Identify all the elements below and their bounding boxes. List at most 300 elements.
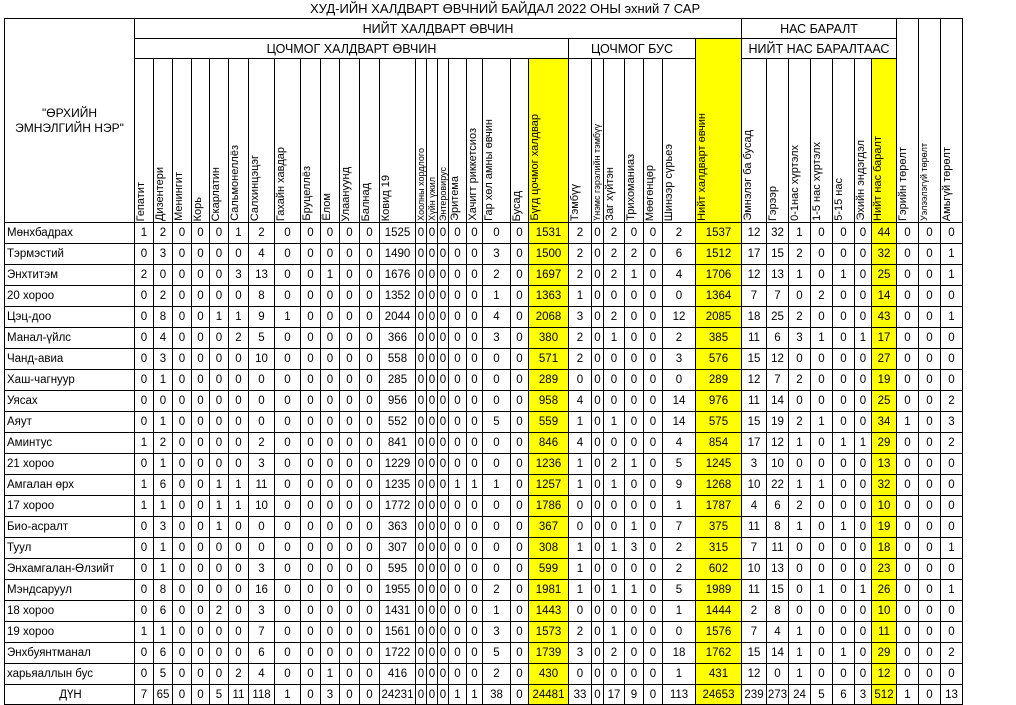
cell: 0 xyxy=(340,223,360,244)
cell: 0 xyxy=(135,391,154,412)
col-header-31: 1-5 нас хүртэлх xyxy=(811,59,833,223)
cell: 1 xyxy=(154,559,173,580)
cell: 0 xyxy=(192,454,210,475)
cell: 0 xyxy=(135,664,154,685)
cell: 0 xyxy=(467,286,483,307)
cell: 0 xyxy=(210,412,229,433)
cell: 956 xyxy=(380,391,416,412)
cell: 0 xyxy=(301,538,321,559)
cell: 0 xyxy=(301,559,321,580)
cell: 0 xyxy=(897,517,919,538)
cell: 0 xyxy=(941,370,963,391)
cell: 0 xyxy=(511,622,529,643)
cell: 17 xyxy=(742,244,767,265)
cell: 0 xyxy=(592,412,604,433)
cell: 0 xyxy=(360,412,380,433)
cell: 44 xyxy=(872,223,897,244)
cell: 0 xyxy=(173,685,192,705)
cell: 0 xyxy=(789,559,811,580)
cell: 0 xyxy=(483,391,511,412)
cell: 380 xyxy=(529,328,569,349)
cell: 33 xyxy=(569,685,592,705)
cell: 7 xyxy=(742,286,767,307)
cell: 1431 xyxy=(380,601,416,622)
table-row xyxy=(5,328,963,349)
cell: 1722 xyxy=(380,643,416,664)
cell: 2 xyxy=(663,223,696,244)
cell: 0 xyxy=(192,265,210,286)
cell: 0 xyxy=(919,265,941,286)
cell: 0 xyxy=(467,328,483,349)
cell: 0 xyxy=(941,517,963,538)
cell: 3 xyxy=(483,622,511,643)
cell: 0 xyxy=(321,559,340,580)
cell: 385 xyxy=(696,328,742,349)
col-header-0: Гепатит xyxy=(135,59,154,223)
col-header-2: Менингит xyxy=(173,59,192,223)
cell: 0 xyxy=(811,496,833,517)
cell: 3 xyxy=(855,685,872,705)
cell: 14 xyxy=(872,286,897,307)
cell: 23 xyxy=(872,559,897,580)
facility-name: 21 хороо xyxy=(5,454,135,475)
cell: 2 xyxy=(249,433,275,454)
cell: 0 xyxy=(833,328,855,349)
cell: 0 xyxy=(340,643,360,664)
cell: 0 xyxy=(811,391,833,412)
cell: 4 xyxy=(154,328,173,349)
cell: 0 xyxy=(592,559,604,580)
cell: 0 xyxy=(192,580,210,601)
col-header-6: Салхинцэцэг xyxy=(249,59,275,223)
cell: 1 xyxy=(483,286,511,307)
cell: 2 xyxy=(663,328,696,349)
cell: 0 xyxy=(511,517,529,538)
cell: 0 xyxy=(625,349,644,370)
col-header-19: Бусад xyxy=(511,59,529,223)
cell: 0 xyxy=(644,517,663,538)
cell: 0 xyxy=(275,475,301,496)
cell: 1 xyxy=(663,496,696,517)
cell: 0 xyxy=(340,622,360,643)
cell: 0 xyxy=(173,286,192,307)
cell: 1 xyxy=(154,496,173,517)
cell: 0 xyxy=(438,244,449,265)
cell: 0 xyxy=(511,601,529,622)
cell: 0 xyxy=(941,601,963,622)
cell: 1 xyxy=(569,580,592,601)
cell: 0 xyxy=(321,433,340,454)
cell: 0 xyxy=(135,580,154,601)
cell: 0 xyxy=(438,328,449,349)
cell: 0 xyxy=(192,496,210,517)
cell: 0 xyxy=(644,391,663,412)
cell: 0 xyxy=(416,223,427,244)
cell: 0 xyxy=(438,349,449,370)
cell: 0 xyxy=(663,286,696,307)
cell: 0 xyxy=(135,349,154,370)
cell: 0 xyxy=(855,454,872,475)
cell: 1 xyxy=(855,580,872,601)
cell: 0 xyxy=(592,643,604,664)
cell: 0 xyxy=(644,685,663,705)
cell: 0 xyxy=(855,307,872,328)
cell: 0 xyxy=(229,349,249,370)
cell: 0 xyxy=(360,265,380,286)
cell: 0 xyxy=(592,286,604,307)
cell: 3 xyxy=(321,685,340,705)
table-row xyxy=(5,223,963,244)
cell: 0 xyxy=(789,391,811,412)
cell: 3 xyxy=(569,643,592,664)
cell: 0 xyxy=(173,412,192,433)
cell: 0 xyxy=(855,559,872,580)
cell: 2 xyxy=(154,286,173,307)
cell: 0 xyxy=(855,475,872,496)
cell: 0 xyxy=(229,433,249,454)
cell: 3 xyxy=(154,349,173,370)
cell: 0 xyxy=(919,685,941,705)
cell: 32 xyxy=(872,475,897,496)
cell: 0 xyxy=(467,307,483,328)
cell: 0 xyxy=(833,601,855,622)
col-header-26: Шинээр сүрьеэ xyxy=(663,59,696,223)
cell: 0 xyxy=(449,244,467,265)
cell: 0 xyxy=(360,454,380,475)
cell: 15 xyxy=(742,349,767,370)
facility-name: Тэрмэстий xyxy=(5,244,135,265)
facility-name: Аминтус xyxy=(5,433,135,454)
cell: 5 xyxy=(663,454,696,475)
cell: 3 xyxy=(569,307,592,328)
cell: 0 xyxy=(644,349,663,370)
cell: 0 xyxy=(604,370,625,391)
cell: 0 xyxy=(897,580,919,601)
cell: 0 xyxy=(154,391,173,412)
cell: 1 xyxy=(154,538,173,559)
cell: 1268 xyxy=(696,475,742,496)
cell: 1 xyxy=(811,412,833,433)
cell: 0 xyxy=(416,391,427,412)
cell: 0 xyxy=(427,559,438,580)
cell: 2 xyxy=(789,370,811,391)
cell: 0 xyxy=(467,580,483,601)
cell: 0 xyxy=(360,391,380,412)
cell: 1 xyxy=(855,328,872,349)
cell: 976 xyxy=(696,391,742,412)
cell: 0 xyxy=(449,601,467,622)
cell: 0 xyxy=(449,412,467,433)
cell: 0 xyxy=(897,601,919,622)
cell: 15 xyxy=(742,643,767,664)
col-header-30: 0-1нас хүртэлх xyxy=(789,59,811,223)
cell: 13 xyxy=(767,265,789,286)
facility-name: Энхбуянтманал xyxy=(5,643,135,664)
cell: 1 xyxy=(569,538,592,559)
cell: 0 xyxy=(449,559,467,580)
cell: 10 xyxy=(767,454,789,475)
cell: 0 xyxy=(301,496,321,517)
facility-name: Био-асралт xyxy=(5,517,135,538)
cell: 0 xyxy=(229,538,249,559)
cell: 13 xyxy=(767,559,789,580)
cell: 118 xyxy=(249,685,275,705)
cell: 0 xyxy=(833,307,855,328)
cell: 0 xyxy=(321,496,340,517)
cell: 6 xyxy=(833,685,855,705)
cell: 0 xyxy=(897,475,919,496)
cell: 315 xyxy=(696,538,742,559)
cell: 1537 xyxy=(696,223,742,244)
cell: 0 xyxy=(625,601,644,622)
cell: 0 xyxy=(438,685,449,705)
cell: 0 xyxy=(855,391,872,412)
cell: 0 xyxy=(173,265,192,286)
cell: 0 xyxy=(321,223,340,244)
cell: 3 xyxy=(154,244,173,265)
cell: 1 xyxy=(604,328,625,349)
cell: 0 xyxy=(427,475,438,496)
cell: 2 xyxy=(569,265,592,286)
cell: 8 xyxy=(154,307,173,328)
cell: 0 xyxy=(416,454,427,475)
cell: 0 xyxy=(173,433,192,454)
cell: 1 xyxy=(321,265,340,286)
cell: 2 xyxy=(229,664,249,685)
cell: 0 xyxy=(321,580,340,601)
cell: 0 xyxy=(644,601,663,622)
cell: 34 xyxy=(872,412,897,433)
cell: 1235 xyxy=(380,475,416,496)
cell: 5 xyxy=(249,328,275,349)
cell: 15 xyxy=(742,412,767,433)
cell: 0 xyxy=(192,328,210,349)
cell: 1 xyxy=(449,685,467,705)
cell: 0 xyxy=(210,538,229,559)
cell: 0 xyxy=(919,307,941,328)
cell: 0 xyxy=(592,433,604,454)
cell: 285 xyxy=(380,370,416,391)
col-header-7: Гахайн хавдар xyxy=(275,59,301,223)
cell: 0 xyxy=(449,223,467,244)
cell: 0 xyxy=(229,517,249,538)
cell: 0 xyxy=(592,580,604,601)
cell: 10 xyxy=(742,475,767,496)
cell: 0 xyxy=(811,370,833,391)
cell: 0 xyxy=(192,664,210,685)
cell: 2 xyxy=(483,664,511,685)
cell: 0 xyxy=(173,370,192,391)
cell: 0 xyxy=(449,370,467,391)
cell: 2 xyxy=(569,223,592,244)
col-header-33: Эхийн эндэгдэл xyxy=(855,59,872,223)
cell: 18 xyxy=(742,307,767,328)
cell: 0 xyxy=(275,664,301,685)
cell: 0 xyxy=(833,664,855,685)
cell: 0 xyxy=(625,643,644,664)
cell: 0 xyxy=(173,664,192,685)
cell: 0 xyxy=(604,349,625,370)
cell: 0 xyxy=(625,286,644,307)
cell: 0 xyxy=(855,349,872,370)
cell: 0 xyxy=(644,286,663,307)
cell: 0 xyxy=(449,496,467,517)
cell: 0 xyxy=(438,286,449,307)
cell: 0 xyxy=(360,370,380,391)
cell: 2 xyxy=(604,454,625,475)
cell: 1245 xyxy=(696,454,742,475)
cell: 0 xyxy=(941,496,963,517)
cell: 0 xyxy=(644,622,663,643)
cell: 1 xyxy=(789,622,811,643)
cell: 0 xyxy=(135,559,154,580)
table-row xyxy=(5,475,963,496)
cell: 0 xyxy=(340,475,360,496)
cell: 0 xyxy=(301,244,321,265)
cell: 0 xyxy=(210,454,229,475)
cell: 0 xyxy=(340,517,360,538)
cell: 7 xyxy=(663,517,696,538)
cell: 0 xyxy=(592,664,604,685)
cell: 0 xyxy=(644,496,663,517)
facility-name: харьяаллын бус xyxy=(5,664,135,685)
cell: 0 xyxy=(301,643,321,664)
cell: 0 xyxy=(592,223,604,244)
cell: 0 xyxy=(644,412,663,433)
cell: 0 xyxy=(592,685,604,705)
cell: 0 xyxy=(592,601,604,622)
cell: 0 xyxy=(321,349,340,370)
cell: 0 xyxy=(301,475,321,496)
cell: 375 xyxy=(696,517,742,538)
cell: 17 xyxy=(742,433,767,454)
cell: 24481 xyxy=(529,685,569,705)
cell: 1 xyxy=(941,265,963,286)
cell: 0 xyxy=(811,454,833,475)
cell: 0 xyxy=(321,538,340,559)
cell: 7 xyxy=(742,622,767,643)
cell: 0 xyxy=(919,496,941,517)
cell: 29 xyxy=(872,433,897,454)
col-header-15: Энтеровирус xyxy=(438,59,449,223)
cell: 0 xyxy=(833,454,855,475)
cell: 0 xyxy=(467,370,483,391)
cell: 0 xyxy=(340,538,360,559)
cell: 0 xyxy=(897,244,919,265)
facility-name: Хаш-чагнуур xyxy=(5,370,135,391)
cell: 0 xyxy=(301,433,321,454)
cell: 0 xyxy=(360,286,380,307)
cell: 0 xyxy=(625,475,644,496)
cell: 0 xyxy=(811,265,833,286)
cell: 12 xyxy=(872,664,897,685)
cell: 0 xyxy=(625,307,644,328)
cell: 0 xyxy=(663,622,696,643)
cell: 0 xyxy=(897,307,919,328)
cell: 1 xyxy=(275,685,301,705)
cell: 0 xyxy=(192,244,210,265)
cell: 0 xyxy=(449,517,467,538)
cell: 1 xyxy=(789,475,811,496)
cell: 4 xyxy=(569,433,592,454)
cell: 0 xyxy=(511,433,529,454)
cell: 2 xyxy=(154,433,173,454)
cell: 0 xyxy=(416,265,427,286)
cell: 571 xyxy=(529,349,569,370)
cell: 15 xyxy=(767,580,789,601)
cell: 0 xyxy=(135,328,154,349)
cell: 0 xyxy=(173,223,192,244)
cell: 0 xyxy=(467,265,483,286)
cell: 0 xyxy=(210,265,229,286)
cell: 0 xyxy=(173,559,192,580)
cell: 0 xyxy=(449,265,467,286)
cell: 0 xyxy=(483,538,511,559)
cell: 0 xyxy=(229,454,249,475)
cell: 0 xyxy=(275,349,301,370)
cell: 0 xyxy=(321,475,340,496)
col-header-5: Сальмонеллёз xyxy=(229,59,249,223)
cell: 0 xyxy=(438,643,449,664)
cell: 0 xyxy=(811,559,833,580)
cell: 0 xyxy=(919,538,941,559)
cell: 0 xyxy=(360,349,380,370)
cell: 0 xyxy=(210,580,229,601)
cell: 0 xyxy=(644,244,663,265)
cell: 0 xyxy=(919,517,941,538)
cell: 1443 xyxy=(529,601,569,622)
cell: 0 xyxy=(511,496,529,517)
col-header-11: Балнад xyxy=(360,59,380,223)
cell: 0 xyxy=(897,643,919,664)
cell: 0 xyxy=(449,454,467,475)
cell: 1 xyxy=(229,307,249,328)
cell: 0 xyxy=(321,622,340,643)
cell: 4 xyxy=(663,265,696,286)
cell: 5 xyxy=(811,685,833,705)
cell: 1 xyxy=(941,580,963,601)
cell: 1 xyxy=(135,496,154,517)
cell: 0 xyxy=(511,349,529,370)
cell: 1 xyxy=(833,517,855,538)
cell: 6 xyxy=(154,643,173,664)
cell: 0 xyxy=(569,370,592,391)
cell: 1 xyxy=(941,538,963,559)
cell: 1 xyxy=(210,475,229,496)
cell: 0 xyxy=(511,538,529,559)
cell: 0 xyxy=(301,223,321,244)
cell: 0 xyxy=(301,580,321,601)
cell: 431 xyxy=(696,664,742,685)
cell: 1706 xyxy=(696,265,742,286)
cell: 0 xyxy=(569,601,592,622)
cell: 0 xyxy=(210,433,229,454)
cell: 0 xyxy=(275,580,301,601)
cell: 0 xyxy=(301,370,321,391)
cell: 0 xyxy=(449,643,467,664)
cell: 0 xyxy=(301,328,321,349)
cell: 575 xyxy=(696,412,742,433)
cell: 0 xyxy=(855,643,872,664)
cell: 0 xyxy=(919,559,941,580)
cell: 10 xyxy=(872,601,897,622)
cell: 0 xyxy=(360,517,380,538)
cell: 43 xyxy=(872,307,897,328)
cell: 0 xyxy=(855,244,872,265)
facility-name: 18 хороо xyxy=(5,601,135,622)
cell: 11 xyxy=(742,517,767,538)
cell: 7 xyxy=(767,286,789,307)
